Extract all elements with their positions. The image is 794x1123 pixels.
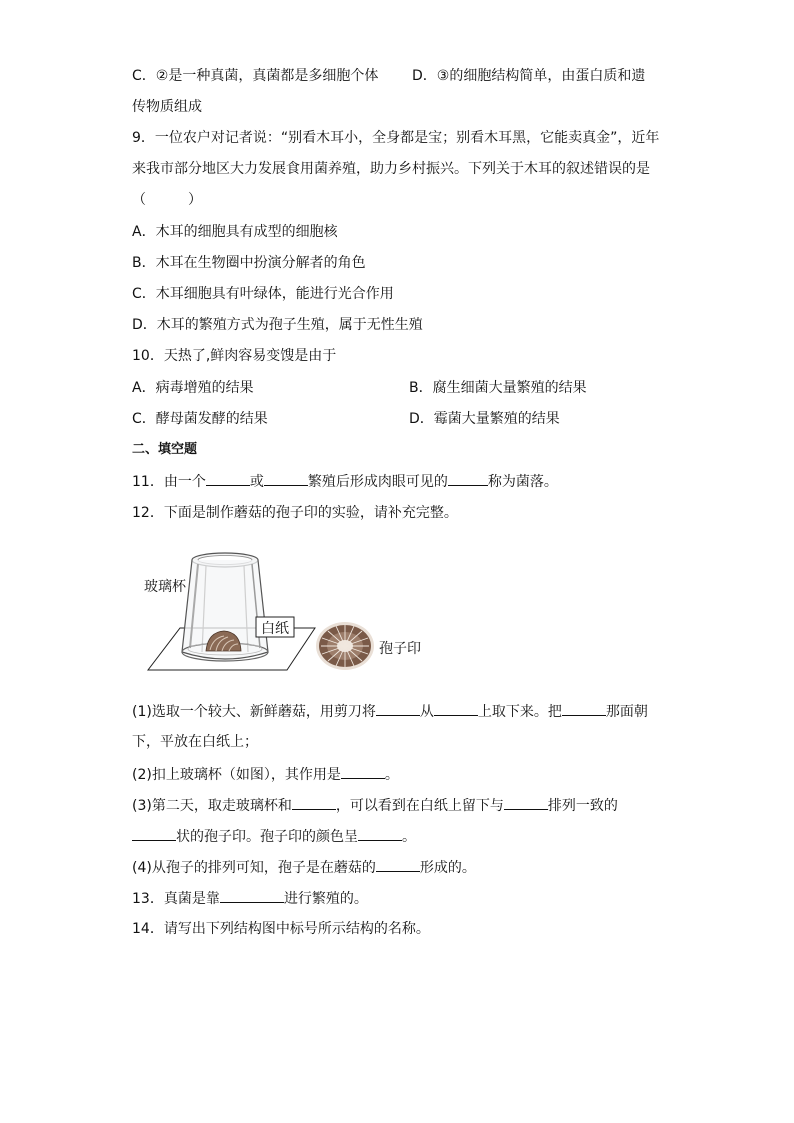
q12-step-3 [132, 795, 618, 816]
q8-option-d-continued: 传物质组成 [132, 99, 202, 115]
q11-blank-3[interactable] [448, 471, 488, 486]
q14-stem: 14．请写出下列结构图中标号所示结构的名称。 [132, 921, 430, 937]
section-title: 二、填空题 [132, 442, 198, 457]
q12-s1-text-c: 上取下来。把 [477, 704, 562, 720]
q13-blank[interactable] [220, 888, 284, 903]
q11-blank-1[interactable] [206, 471, 250, 486]
q12-s3-text-c: 排列一致的 [547, 798, 618, 814]
q12-s1-text-b: 从 [419, 704, 434, 720]
q12-s1-blank-3[interactable] [562, 701, 606, 716]
q10-option-b: B．腐生细菌大量繁殖的结果 [409, 380, 587, 396]
q9-stem-line2: 来我市部分地区大力发展食用菌养殖，助力乡村振兴。下列关于木耳的叙述错误的是 [132, 161, 650, 177]
q12-stem: 12．下面是制作蘑菇的孢子印的实验，请补充完整。 [132, 505, 458, 521]
q12-s4-blank[interactable] [376, 857, 420, 872]
q12-s1-text-a: (1)选取一个较大、新鲜蘑菇，用剪刀将 [132, 704, 376, 720]
q9-option-b: B．木耳在生物圈中扮演分解者的角色 [132, 255, 366, 271]
q13-text-a: 13．真菌是靠 [132, 891, 220, 907]
q13-text-b: 进行繁殖的。 [283, 891, 368, 907]
q10-stem: 10．天热了,鲜肉容易变馊是由于 [132, 348, 337, 364]
q12-step-1-continued: 下，平放在白纸上； [132, 734, 258, 750]
q11-text-2: 或 [249, 474, 264, 490]
q12-s3-text-b: ，可以看到在白纸上留下与 [335, 798, 504, 814]
q12-step-1 [132, 701, 648, 722]
q12-s1-blank-1[interactable] [376, 701, 420, 716]
q10-option-c: C．酵母菌发酵的结果 [132, 411, 268, 427]
q12-s3-blank-3[interactable] [132, 826, 176, 841]
q12-step-2 [132, 764, 399, 785]
spore-print-shape [316, 622, 374, 670]
spore-print-label: 孢子印 [379, 641, 421, 657]
q11-blank-2[interactable] [264, 471, 308, 486]
q12-step-3-continued [132, 826, 416, 847]
q12-s4-text-b: 形成的。 [419, 860, 476, 876]
q12-s2-blank[interactable] [341, 764, 385, 779]
q12-s3-text-a: (3)第二天，取走玻璃杯和 [132, 798, 292, 814]
q12-s2-text-a: (2)扣上玻璃杯（如图），其作用是 [132, 767, 341, 783]
q12-s1-blank-2[interactable] [434, 701, 478, 716]
q12-s3-blank-4[interactable] [358, 826, 402, 841]
q11-text-1: 11．由一个 [132, 474, 206, 490]
q9-answer-paren: （ ） [132, 192, 202, 208]
q8-option-d: D．③的细胞结构简单，由蛋白质和遗 [412, 68, 646, 84]
q12-s2-text-b: 。 [384, 767, 399, 783]
q12-s3-blank-1[interactable] [292, 795, 336, 810]
q9-stem-line1: 9．一位农户对记者说：“别看木耳小，全身都是宝；别看木耳黑，它能卖真金”，近年 [132, 130, 660, 146]
spore-print-figure [140, 548, 460, 678]
q12-step-4 [132, 857, 476, 878]
q11-text-3: 繁殖后形成肉眼可见的 [307, 474, 448, 490]
q11 [132, 471, 558, 492]
q10-option-d: D．霉菌大量繁殖的结果 [409, 411, 560, 427]
q11-text-4: 称为菌落。 [487, 474, 558, 490]
spore-print-illustration [140, 548, 460, 678]
q12-s3-blank-2[interactable] [504, 795, 548, 810]
q12-s3-text-d: 状的孢子印。孢子印的颜色呈 [176, 829, 358, 845]
q12-s4-text-a: (4)从孢子的排列可知，孢子是在蘑菇的 [132, 860, 376, 876]
paper-label: 白纸 [261, 621, 289, 637]
glass-label: 玻璃杯 [144, 579, 186, 595]
q8-option-c: C．②是一种真菌，真菌都是多细胞个体 [132, 68, 379, 84]
q9-option-d: D．木耳的繁殖方式为孢子生殖，属于无性生殖 [132, 317, 423, 333]
q13 [132, 888, 368, 909]
q10-option-a: A．病毒增殖的结果 [132, 380, 254, 396]
q12-s1-text-d: 那面朝 [605, 704, 648, 720]
q9-option-c: C．木耳细胞具有叶绿体，能进行光合作用 [132, 286, 394, 302]
q12-s3-text-e: 。 [402, 829, 416, 845]
q9-option-a: A．木耳的细胞具有成型的细胞核 [132, 224, 338, 240]
